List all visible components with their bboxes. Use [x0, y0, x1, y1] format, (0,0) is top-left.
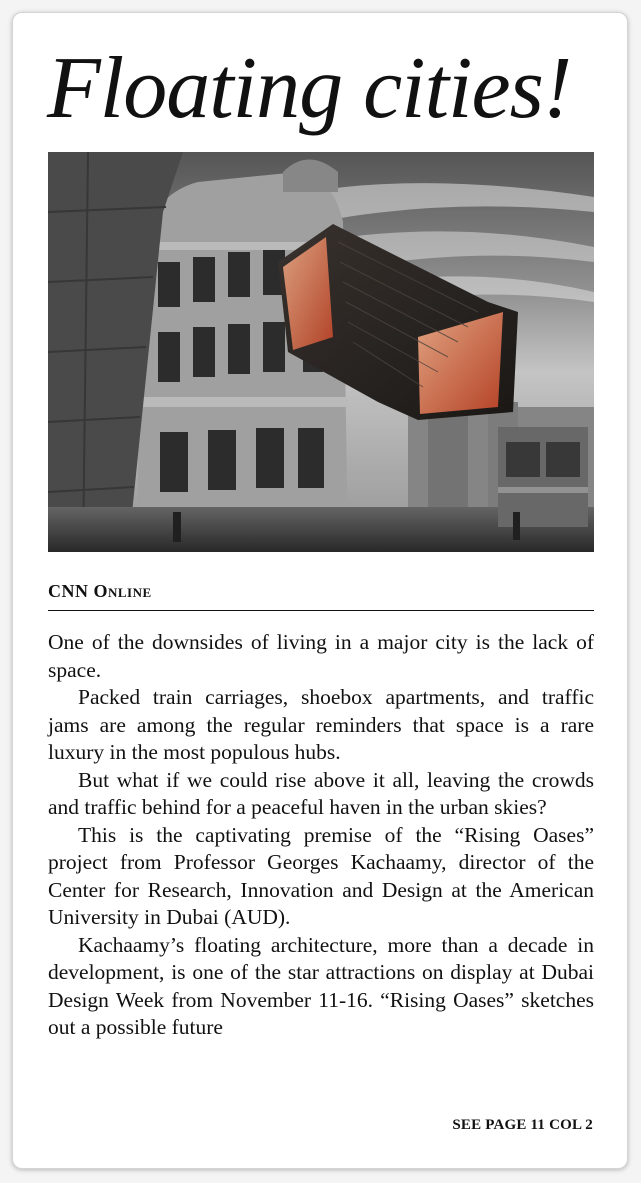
article-body	[48, 629, 594, 1042]
source-byline: CNN Online	[48, 581, 594, 611]
paragraph-2: Packed train carriages, shoebox apartments, and traffic jams are among the regular reminders that space is a rare luxury in the most populous hubs.	[48, 685, 594, 764]
article-card	[12, 12, 628, 1169]
paragraph-4: This is the captivating premise of the “Rising Oases” project from Professor Georges Kachaamy, director of the Center for Research, Innovation and Design at the American University in Dubai (AUD).	[48, 822, 594, 929]
article-photo	[48, 152, 594, 552]
continuation-note: SEE PAGE 11 COL 2	[452, 1117, 593, 1133]
headline: Floating cities!	[47, 40, 572, 137]
paragraph-1: One of the downsides of living in a major city is the lack of space.	[48, 630, 594, 682]
paragraph-5: Kachaamy’s floating architecture, more than a decade in development, is one of the star attractions on display at Dubai Design Week from November 11-16. “Rising Oases” sketches out a possible future	[48, 932, 594, 1039]
paragraph-3: But what if we could rise above it all, leaving the crowds and traffic behind for a peaceful haven in the urban skies?	[48, 767, 594, 819]
